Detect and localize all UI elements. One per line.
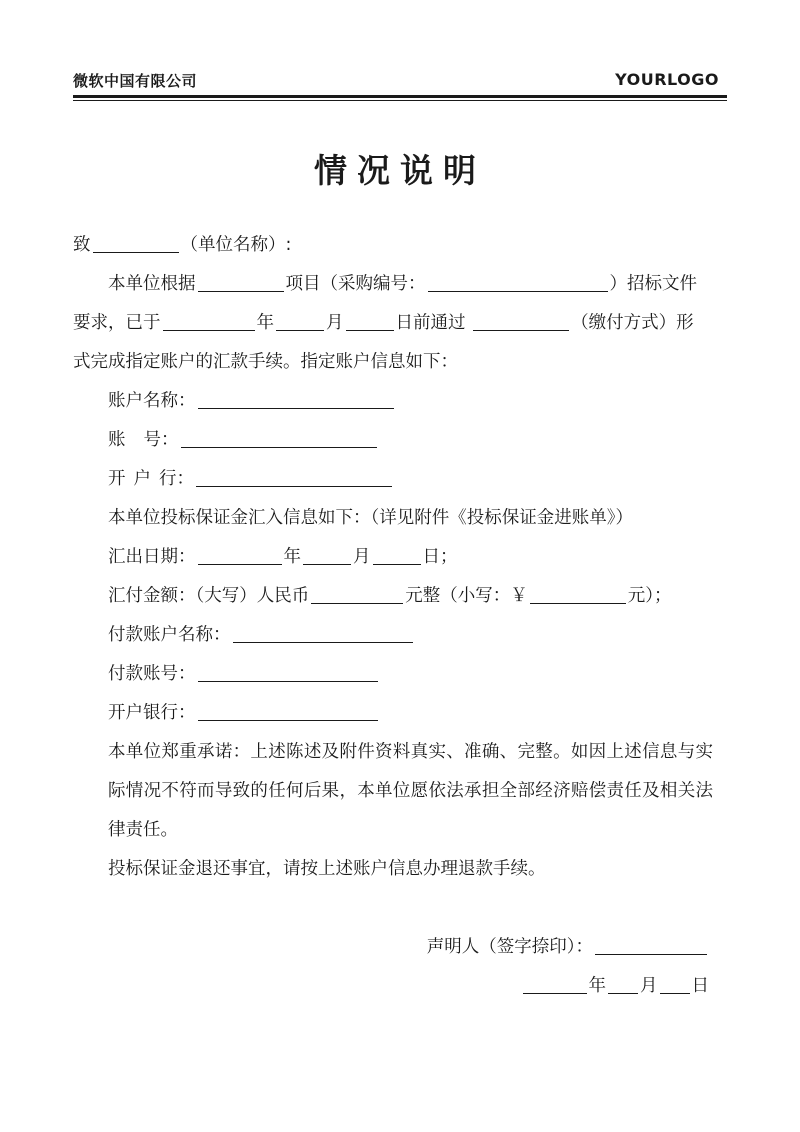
payer-number-line <box>73 655 713 694</box>
commitment-paragraph: 本单位郑重承诺：上述陈述及附件资料真实、准确、完整。如因上述信息与实际情况不符而导致的任何后果，本单位愿依法承担全部经济赔偿责任及相关法律责任。 <box>108 742 713 840</box>
para1-text-f: （缴付方式）形 <box>571 313 694 333</box>
header-rule-thin <box>73 100 727 101</box>
para1-line3: 式完成指定账户的汇款手续。指定账户信息如下： <box>73 352 458 372</box>
procurement-number-blank[interactable] <box>428 271 608 292</box>
page-header <box>73 68 727 92</box>
account-name-label: 账户名称： <box>108 391 196 411</box>
account-number-line <box>73 421 713 460</box>
remit-date-label: 汇出日期： <box>108 547 196 567</box>
para1-line2 <box>73 304 713 343</box>
para1-line1 <box>73 265 713 304</box>
remit-day-blank[interactable] <box>373 544 421 565</box>
payer-name-line <box>73 616 713 655</box>
document-title: 情况说明 <box>314 151 486 190</box>
account-bank-label-b: 行： <box>159 469 194 489</box>
remit-date-line <box>73 538 713 577</box>
document-body <box>73 226 713 1006</box>
amount-label: 汇付金额：（大写）人民币 <box>108 586 310 606</box>
payer-bank-label: 开户银行： <box>108 703 196 723</box>
remit-amount-line <box>73 577 713 616</box>
signature-blank[interactable] <box>595 934 707 955</box>
signature-line <box>73 928 713 967</box>
sign-day: 日 <box>691 976 709 996</box>
sign-year: 年 <box>588 976 606 996</box>
remit-month-blank[interactable] <box>303 544 351 565</box>
logo-text: YOURLOGO <box>615 70 719 89</box>
signature-date-line <box>73 967 713 1006</box>
account-number-blank[interactable] <box>181 427 377 448</box>
sign-month: 月 <box>640 976 658 996</box>
account-name-blank[interactable] <box>198 388 394 409</box>
account-bank-blank[interactable] <box>196 466 392 487</box>
payer-number-label: 付款账号： <box>108 664 196 684</box>
paid-year-blank[interactable] <box>163 310 255 331</box>
amount-capital-blank[interactable] <box>311 583 403 604</box>
para1-text-b: 项目（采购编号： <box>285 274 426 294</box>
salutation-to: 致 <box>73 235 91 255</box>
refund-paragraph: 投标保证金退还事宜，请按上述账户信息办理退款手续。 <box>108 859 546 879</box>
header-rule-thick <box>73 95 727 98</box>
remit-day: 日； <box>422 547 458 567</box>
payer-name-label: 付款账户名称： <box>108 625 231 645</box>
para1-text-a: 本单位根据 <box>108 274 196 294</box>
sign-year-blank[interactable] <box>523 973 587 994</box>
signature-spacer <box>73 889 713 928</box>
account-bank-label-a: 开户 <box>108 469 159 489</box>
account-bank-line <box>73 460 713 499</box>
sign-month-blank[interactable] <box>608 973 638 994</box>
payer-name-blank[interactable] <box>233 622 413 643</box>
amount-mid: 元整（小写：￥ <box>405 586 528 606</box>
remit-year: 年 <box>283 547 301 567</box>
payer-bank-line <box>73 694 713 733</box>
para1-text-c: ）招标文件 <box>609 274 697 294</box>
amount-figure-blank[interactable] <box>530 583 626 604</box>
deposit-intro: 本单位投标保证金汇入信息如下：（详见附件《投标保证金进账单》） <box>108 508 633 528</box>
paid-day-blank[interactable] <box>346 310 394 331</box>
unit-name-blank[interactable] <box>93 232 179 253</box>
para1-text-e: 日前通过 <box>395 313 466 333</box>
payer-number-blank[interactable] <box>198 661 378 682</box>
amount-end: 元）； <box>627 586 672 606</box>
account-name-line <box>73 382 713 421</box>
unit-name-hint: （单位名称）: <box>180 235 292 255</box>
paid-month-blank[interactable] <box>276 310 324 331</box>
para1-text-d: 要求，已于 <box>73 313 161 333</box>
account-number-label-b: 号： <box>143 430 179 450</box>
para1-year: 年 <box>256 313 274 333</box>
salutation-line <box>73 226 713 265</box>
account-number-label-a: 账 <box>108 430 144 450</box>
sign-day-blank[interactable] <box>660 973 690 994</box>
company-name: 微软中国有限公司 <box>73 72 198 90</box>
payer-bank-blank[interactable] <box>198 700 378 721</box>
para1-month: 月 <box>326 313 344 333</box>
remit-month: 月 <box>353 547 371 567</box>
remit-year-blank[interactable] <box>198 544 282 565</box>
payment-method-blank[interactable] <box>473 310 569 331</box>
project-name-blank[interactable] <box>198 271 284 292</box>
signature-label: 声明人（签字捺印）： <box>426 937 593 957</box>
